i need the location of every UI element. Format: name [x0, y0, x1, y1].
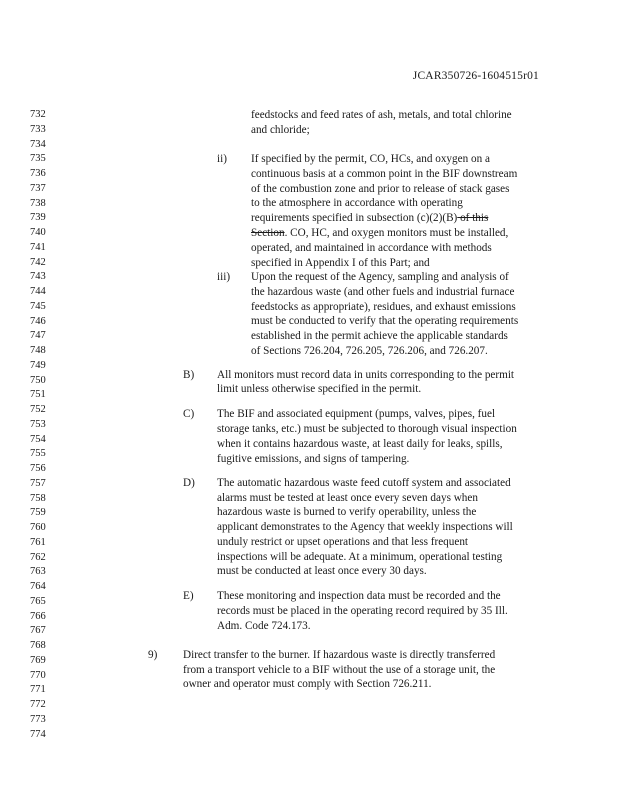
text-line: must be conducted to verify that the operating requirements	[251, 315, 519, 327]
text-line: inspections will be adequate. At a minimum, operational testing	[217, 551, 503, 563]
line-number: 750	[30, 374, 46, 386]
line-number: 742	[30, 256, 46, 268]
text-line: Direct transfer to the burner. If hazardous waste is directly transferred	[183, 649, 496, 661]
line-number: 769	[30, 654, 46, 666]
line-number: 774	[30, 728, 46, 740]
line-number: 748	[30, 345, 46, 356]
text-line: unduly restrict or upset operations and that less frequent	[217, 536, 469, 548]
paragraph-label: 9)	[148, 649, 158, 661]
line-number: 760	[30, 522, 46, 533]
text-line: feedstocks as appropriate), residues, and exhaust emissions	[251, 301, 516, 313]
line-number: 759	[30, 507, 46, 519]
line-number: 743	[30, 271, 46, 283]
line-number: 746	[30, 315, 46, 327]
line-number: 736	[30, 168, 46, 179]
text-line: specified in Appendix I of this Part; and	[251, 257, 430, 269]
line-number: 771	[30, 684, 46, 696]
line-number: 747	[30, 330, 46, 342]
line-number: 755	[30, 448, 46, 460]
line-number: 763	[30, 566, 46, 578]
line-number: 764	[30, 581, 46, 592]
line-number: 732	[30, 109, 46, 120]
text-line: operated, and maintained in accordance with methods	[251, 242, 492, 254]
struck-text: Section	[251, 227, 285, 239]
text-line: records must be placed in the operating record required by 35 Ill.	[217, 605, 508, 617]
line-number: 733	[30, 123, 46, 135]
line-number: 768	[30, 640, 46, 651]
paragraph-label: C)	[183, 408, 195, 420]
text-line: continuous basis at a common point in the BIF downstream	[251, 168, 518, 180]
text-line: to the atmosphere in accordance with operating	[251, 197, 463, 209]
text-line: the hazardous waste (and other fuels and industrial furnace	[251, 286, 515, 298]
paragraph-label: B)	[183, 369, 195, 381]
text-line: established in the permit achieve the applicable standards	[251, 330, 508, 342]
line-number: 738	[30, 197, 46, 209]
text-line: limit unless otherwise specified in the permit.	[217, 383, 422, 395]
text-line: of the combustion zone and prior to release of stack gases	[251, 183, 510, 195]
line-number: 766	[30, 610, 46, 622]
text-line-with-strike	[251, 211, 488, 226]
text-line: feedstocks and feed rates of ash, metals, and total chlorine	[251, 109, 512, 121]
line-number: 744	[30, 286, 46, 297]
paragraph-label: E)	[183, 590, 194, 602]
text-line: Upon the request of the Agency, sampling and analysis of	[251, 271, 509, 283]
line-number: 753	[30, 418, 46, 430]
line-number: 772	[30, 699, 46, 710]
text-line: storage tanks, etc.) must be subjected to thorough visual inspection	[217, 423, 517, 435]
line-number: 773	[30, 713, 46, 725]
text-segment: . CO, HC, and oxygen monitors must be installed,	[284, 227, 509, 239]
document-id-header: JCAR350726-1604515r01	[412, 70, 539, 82]
text-line: of Sections 726.204, 726.205, 726.206, and 726.207.	[251, 345, 488, 357]
line-number: 758	[30, 492, 46, 504]
line-number: 757	[30, 477, 46, 489]
text-line: fugitive emissions, and signs of tampering.	[217, 453, 410, 465]
line-number: 741	[30, 241, 46, 253]
text-line: alarms must be tested at least once every seven days when	[217, 492, 478, 504]
line-number: 762	[30, 551, 46, 563]
paragraph-label: ii)	[217, 153, 227, 165]
line-number: 767	[30, 625, 46, 637]
line-number: 751	[30, 389, 46, 401]
line-number: 770	[30, 669, 46, 681]
text-line: from a transport vehicle to a BIF without the use of a storage unit, the	[183, 664, 496, 676]
text-line: These monitoring and inspection data must be recorded and the	[217, 590, 501, 602]
line-number: 765	[30, 595, 46, 607]
paragraph-label: iii)	[217, 271, 231, 283]
line-number: 745	[30, 300, 46, 312]
text-segment: requirements specified in subsection (c)(2)(B)	[251, 212, 458, 224]
text-line: hazardous waste is burned to verify operability, unless the	[217, 506, 477, 518]
text-line: when it contains hazardous waste, at least daily for leaks, spills,	[217, 438, 503, 450]
line-number: 756	[30, 463, 46, 474]
text-line: owner and operator must comply with Section 726.211.	[183, 678, 432, 690]
text-line: applicant demonstrates to the Agency that weekly inspections will	[217, 521, 513, 533]
line-number: 734	[30, 138, 46, 150]
text-line: and chloride;	[251, 124, 310, 136]
line-number: 749	[30, 359, 46, 371]
line-number: 737	[30, 182, 46, 194]
text-line: must be conducted at least once every 30 days.	[217, 565, 427, 577]
line-number: 740	[30, 227, 46, 238]
line-number: 735	[30, 153, 46, 165]
text-line: The BIF and associated equipment (pumps, valves, pipes, fuel	[217, 408, 496, 420]
text-line: Adm. Code 724.173.	[217, 620, 311, 632]
struck-text: of this	[457, 212, 489, 224]
line-number: 739	[30, 212, 46, 224]
paragraph-label: D)	[183, 477, 195, 489]
text-line: All monitors must record data in units corresponding to the permit	[217, 369, 515, 381]
line-number: 752	[30, 404, 46, 415]
line-number: 754	[30, 433, 46, 445]
text-line: If specified by the permit, CO, HCs, and oxygen on a	[251, 153, 490, 165]
line-number: 761	[30, 536, 46, 548]
text-line: The automatic hazardous waste feed cutoff system and associated	[217, 477, 511, 489]
text-line-with-strike	[251, 226, 508, 241]
